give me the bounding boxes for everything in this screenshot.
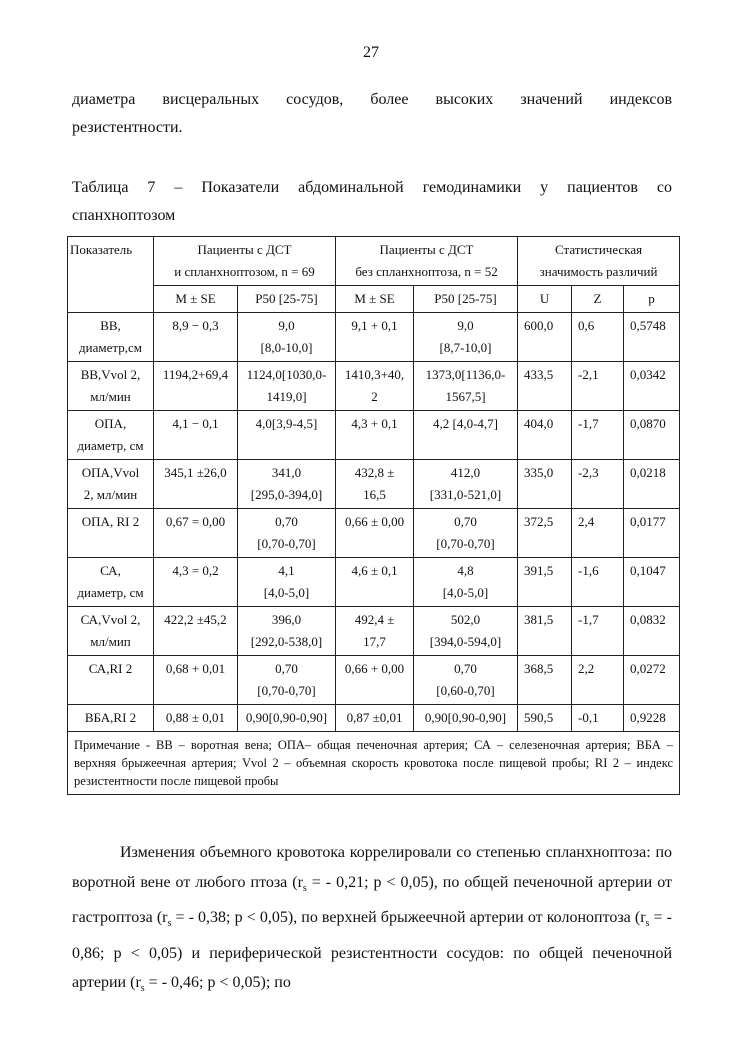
cell-line: 412,0: [450, 465, 481, 480]
page-number: 27: [363, 44, 379, 61]
header-group-2-line-2: без спланхноптоза, n = 52: [355, 264, 498, 279]
table-caption: [72, 174, 672, 230]
table-row: [68, 656, 680, 705]
row-mse-1: [154, 362, 238, 411]
cell-line: [0,70-0,70]: [257, 536, 316, 551]
row-u: 404,0: [518, 411, 572, 460]
intro-paragraph: [72, 86, 672, 142]
cell-line: мл/мин: [90, 389, 131, 404]
row-p50-2: [414, 509, 518, 558]
cell-line: 432,8 ±: [354, 465, 395, 480]
cell-line: 4,2 [4,0-4,7]: [433, 416, 499, 431]
cell-line: 0,66 ± 0,00: [344, 514, 405, 529]
row-indicator: [68, 558, 154, 607]
header-u: U: [518, 286, 572, 313]
row-p50-1: [238, 313, 336, 362]
cell-line: 502,0: [450, 612, 481, 627]
final-text-2: = - 0,21; p < 0,05), по общей печеночной артерии от гастроптоза (r: [72, 873, 672, 927]
row-u: 372,5: [518, 509, 572, 558]
cell-line: 2: [371, 389, 378, 404]
cell-line: 4,1: [278, 563, 295, 578]
row-p: 0,0870: [624, 411, 680, 460]
final-text-5: = - 0,46; p < 0,05); по: [144, 974, 291, 992]
cell-line: 492,4 ±: [354, 612, 395, 627]
cell-line: диаметр,см: [79, 340, 142, 355]
row-mse-2: [336, 656, 414, 705]
row-z: 0,6: [572, 313, 624, 362]
table-row: [68, 411, 680, 460]
header-stat-line-2: значимость различий: [539, 264, 658, 279]
row-mse-2: [336, 558, 414, 607]
cell-line: [295,0-394,0]: [250, 487, 323, 502]
cell-line: [0,70-0,70]: [436, 536, 495, 551]
header-stat: [518, 237, 680, 286]
cell-line: [0,60-0,70]: [436, 683, 495, 698]
row-u: 600,0: [518, 313, 572, 362]
row-u: 335,0: [518, 460, 572, 509]
row-u: 368,5: [518, 656, 572, 705]
row-indicator: [68, 705, 154, 732]
row-p50-1: [238, 411, 336, 460]
cell-line: 17,7: [363, 634, 386, 649]
row-p: 0,0218: [624, 460, 680, 509]
header-group-1-line-2: и спланхноптозом, n = 69: [174, 264, 315, 279]
row-z: -1,6: [572, 558, 624, 607]
final-sub-3: s: [645, 918, 650, 930]
header-group-1-line-1: Пациенты с ДСТ: [197, 242, 292, 257]
cell-line: 345,1 ±26,0: [164, 465, 227, 480]
row-mse-1: [154, 607, 238, 656]
cell-line: [8,0-10,0]: [260, 340, 313, 355]
row-indicator: [68, 362, 154, 411]
row-u: 391,5: [518, 558, 572, 607]
cell-line: 0,66 + 0,00: [344, 661, 405, 676]
cell-line: 0,70: [275, 661, 298, 676]
row-p50-2: [414, 607, 518, 656]
cell-line: 9,1 + 0,1: [351, 318, 398, 333]
row-p50-2: [414, 558, 518, 607]
row-mse-1: [154, 411, 238, 460]
row-indicator: [68, 607, 154, 656]
cell-line: 0,70: [275, 514, 298, 529]
header-p50-2: P50 [25-75]: [414, 286, 518, 313]
hemodynamics-table: [67, 236, 680, 795]
row-mse-2: [336, 460, 414, 509]
row-p50-2: [414, 411, 518, 460]
row-p50-1: [238, 607, 336, 656]
cell-line: 1194,2+69,4: [162, 367, 229, 382]
cell-line: 1567,5]: [445, 389, 486, 404]
cell-line: 341,0: [271, 465, 302, 480]
cell-line: 4,8: [457, 563, 474, 578]
cell-line: ВБА,RI 2: [84, 710, 137, 725]
row-mse-1: [154, 558, 238, 607]
header-row-1: [68, 237, 680, 286]
cell-line: [4,0-5,0]: [442, 585, 489, 600]
row-z: -1,7: [572, 411, 624, 460]
row-z: -2,1: [572, 362, 624, 411]
row-indicator: [68, 509, 154, 558]
row-mse-1: [154, 705, 238, 732]
row-indicator: [68, 460, 154, 509]
cell-line: 1373,0[1136,0-: [425, 367, 506, 382]
cell-line: 16,5: [363, 487, 386, 502]
cell-line: 4,6 ± 0,1: [351, 563, 398, 578]
header-mse-2: M ± SE: [336, 286, 414, 313]
cell-line: диаметр, см: [77, 438, 144, 453]
cell-line: 9,0: [457, 318, 474, 333]
row-mse-1: [154, 509, 238, 558]
cell-line: 4,0[3,9-4,5]: [255, 416, 318, 431]
row-p50-2: [414, 705, 518, 732]
row-mse-1: [154, 656, 238, 705]
cell-line: 1419,0]: [266, 389, 307, 404]
cell-line: 0,70: [454, 661, 477, 676]
header-row-2: [68, 286, 680, 313]
cell-line: 1410,3+40,: [344, 367, 405, 382]
cell-line: СА,Vvol 2,: [80, 612, 141, 627]
row-u: 381,5: [518, 607, 572, 656]
cell-line: 1124,0[1030,0-: [246, 367, 327, 382]
cell-line: ВВ,: [100, 318, 121, 333]
caption-line-1: Таблица 7 – Показатели абдоминальной гемодинамики у пациентов со: [72, 179, 672, 196]
cell-line: [292,0-538,0]: [250, 634, 323, 649]
cell-line: диаметр, см: [77, 585, 144, 600]
cell-line: [4,0-5,0]: [263, 585, 310, 600]
table-row: [68, 705, 680, 732]
cell-line: ОПА, RI 2: [81, 514, 140, 529]
cell-line: СА,: [100, 563, 121, 578]
final-sub-4: s: [140, 983, 145, 995]
row-p50-1: [238, 460, 336, 509]
cell-line: 4,3 + 0,1: [351, 416, 398, 431]
cell-line: 0,90[0,90-0,90]: [424, 710, 507, 725]
row-u: 433,5: [518, 362, 572, 411]
row-p50-1: [238, 558, 336, 607]
header-p: p: [624, 286, 680, 313]
header-group-1: [154, 237, 336, 286]
intro-line-2: резистентности.: [72, 119, 183, 136]
table-row: [68, 558, 680, 607]
final-text-4: = - 0,86; p < 0,05) и периферической резистентности сосудов: по общей печеночной артерии (r: [72, 909, 672, 992]
row-z: -0,1: [572, 705, 624, 732]
final-paragraph: [72, 838, 672, 1004]
cell-line: 422,2 ±45,2: [164, 612, 227, 627]
row-mse-2: [336, 509, 414, 558]
table-note: Примечание - ВВ – воротная вена; ОПА– общая печеночная артерия; СА – селезеночная артерия; ВБА – верхняя брыжеечная артерия; Vvol 2 – объемная скорость кровотока после пищевой пробы; RI 2 – индекс резистентности после пищевой пробы: [68, 732, 680, 795]
header-z: Z: [572, 286, 624, 313]
cell-line: [394,0-594,0]: [429, 634, 502, 649]
final-text-3: = - 0,38; p < 0,05), по верхней брыжеечной артерии от колоноптоза (r: [171, 909, 646, 927]
table-row: [68, 509, 680, 558]
header-group-2-line-1: Пациенты с ДСТ: [379, 242, 474, 257]
header-stat-line-1: Статистическая: [554, 242, 643, 257]
row-mse-2: [336, 362, 414, 411]
row-p: 0,0832: [624, 607, 680, 656]
table-row: [68, 460, 680, 509]
cell-line: 0,68 + 0,01: [165, 661, 226, 676]
cell-line: 396,0: [271, 612, 302, 627]
row-z: 2,4: [572, 509, 624, 558]
row-p50-2: [414, 313, 518, 362]
cell-line: ВВ,Vvol 2,: [80, 367, 141, 382]
caption-line-2: спанхноптозом: [72, 207, 176, 224]
cell-line: 2, мл/мин: [83, 487, 138, 502]
row-p50-2: [414, 362, 518, 411]
row-p50-1: [238, 705, 336, 732]
cell-line: 0,90[0,90-0,90]: [245, 710, 328, 725]
cell-line: 0,87 ±0,01: [346, 710, 403, 725]
row-z: -1,7: [572, 607, 624, 656]
final-text-1: Изменения объемного кровотока коррелировали со степенью спланхноптоза: по воротной вене от любого птоза (r: [72, 844, 672, 891]
row-mse-2: [336, 607, 414, 656]
cell-line: ОПА,: [94, 416, 127, 431]
row-p: 0,0177: [624, 509, 680, 558]
row-u: 590,5: [518, 705, 572, 732]
row-indicator: [68, 411, 154, 460]
row-p: 0,0342: [624, 362, 680, 411]
cell-line: 0,67 = 0,00: [165, 514, 226, 529]
cell-line: СА,RI 2: [88, 661, 133, 676]
row-indicator: [68, 313, 154, 362]
table-note-row: [68, 732, 680, 795]
cell-line: 8,9 − 0,3: [172, 318, 219, 333]
cell-line: 0,88 ± 0,01: [165, 710, 226, 725]
header-mse-1: M ± SE: [154, 286, 238, 313]
cell-line: 9,0: [278, 318, 295, 333]
row-p50-2: [414, 656, 518, 705]
intro-line-1: диаметра висцеральных сосудов, более высоких значений индексов: [72, 91, 672, 108]
cell-line: 0,70: [454, 514, 477, 529]
row-p: 0,0272: [624, 656, 680, 705]
cell-line: [0,70-0,70]: [257, 683, 316, 698]
row-p50-1: [238, 656, 336, 705]
header-group-2: [336, 237, 518, 286]
row-mse-1: [154, 460, 238, 509]
final-sub-2: s: [167, 918, 172, 930]
table-row: [68, 362, 680, 411]
row-p50-1: [238, 509, 336, 558]
cell-line: [8,7-10,0]: [439, 340, 492, 355]
table-row: [68, 607, 680, 656]
cell-line: мл/мип: [90, 634, 131, 649]
row-p50-2: [414, 460, 518, 509]
row-mse-2: [336, 313, 414, 362]
row-p50-1: [238, 362, 336, 411]
row-mse-2: [336, 411, 414, 460]
row-mse-1: [154, 313, 238, 362]
final-sub-1: s: [302, 882, 307, 894]
header-indicator: Показатель: [68, 237, 154, 313]
cell-line: [331,0-521,0]: [429, 487, 502, 502]
row-z: 2,2: [572, 656, 624, 705]
row-p: 0,9228: [624, 705, 680, 732]
cell-line: 4,3 = 0,2: [172, 563, 219, 578]
row-indicator: [68, 656, 154, 705]
row-mse-2: [336, 705, 414, 732]
row-p: 0,5748: [624, 313, 680, 362]
cell-line: ОПА,Vvol: [81, 465, 140, 480]
row-z: -2,3: [572, 460, 624, 509]
table-row: [68, 313, 680, 362]
row-p: 0,1047: [624, 558, 680, 607]
header-p50-1: P50 [25-75]: [238, 286, 336, 313]
cell-line: 4,1 − 0,1: [172, 416, 219, 431]
